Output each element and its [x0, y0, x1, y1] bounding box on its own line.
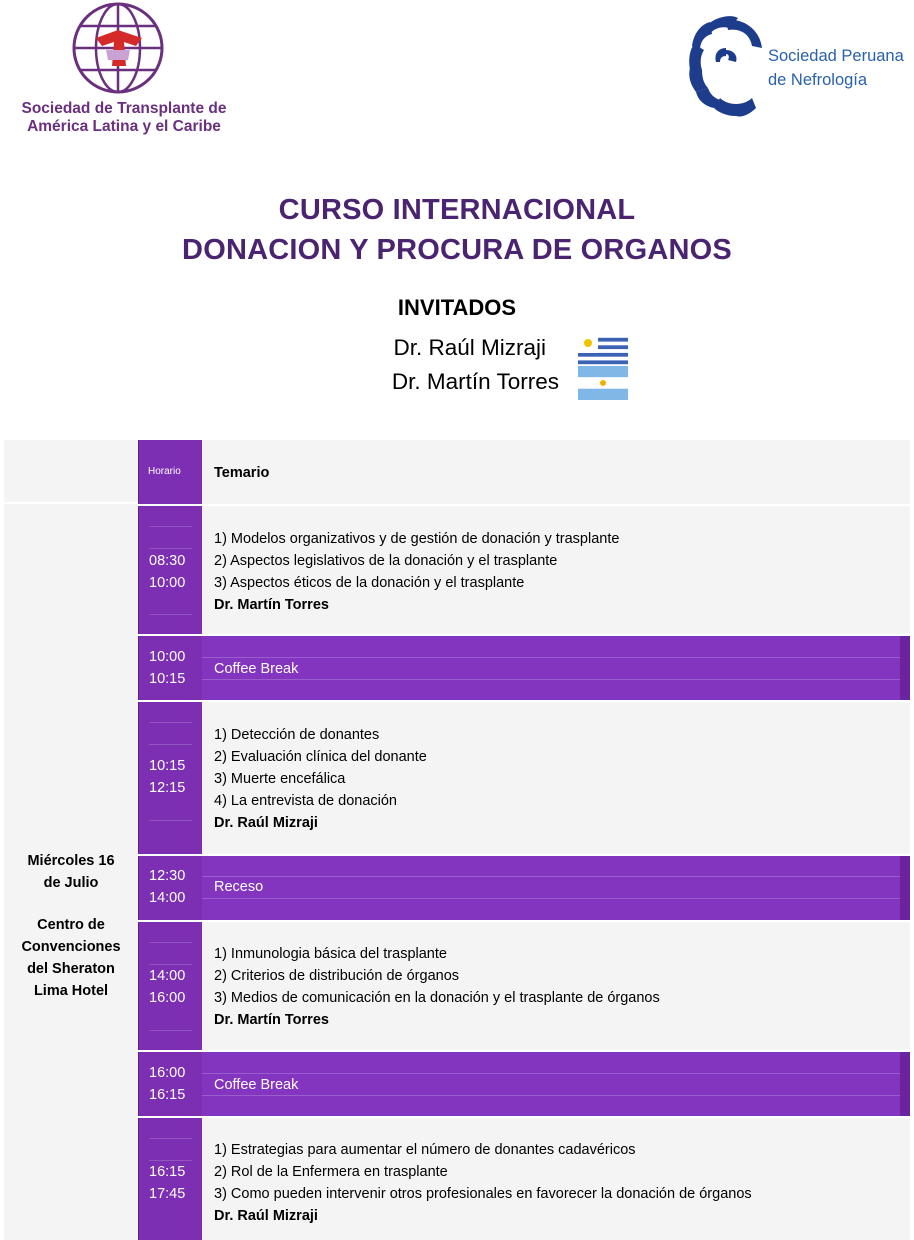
end-time: 10:00	[149, 575, 186, 591]
stalyc-logo	[0, 0, 250, 140]
topic-item: 3) Muerte encefálica	[214, 771, 346, 787]
start-time: 16:00	[149, 1065, 186, 1081]
session-time-cell	[138, 1118, 202, 1240]
venue-line: Convenciones	[21, 939, 121, 955]
break-label-cell	[202, 636, 910, 700]
course-title	[0, 190, 914, 270]
session-row	[138, 922, 910, 1050]
break-label: Coffee Break	[214, 1077, 299, 1093]
session-topics	[202, 1118, 910, 1240]
topic-item: 1) Estrategias para aumentar el número de donantes cadavéricos	[214, 1142, 636, 1158]
break-row	[138, 1052, 910, 1116]
start-time: 10:15	[149, 758, 186, 774]
break-time-cell	[138, 856, 202, 920]
break-row	[138, 636, 910, 700]
session-row	[138, 702, 910, 854]
right-org-line1: Sociedad Peruana	[768, 47, 904, 65]
session-topics	[202, 922, 910, 1050]
venue-line: del Sheraton	[27, 961, 115, 977]
break-time-cell	[138, 636, 202, 700]
speaker-name: Dr. Raúl Mizraji	[214, 1208, 318, 1224]
topic-item: 2) Criterios de distribución de órganos	[214, 968, 460, 984]
header-topic-label: Temario	[214, 465, 270, 481]
topic-item: 2) Rol de la Enfermera en trasplante	[214, 1164, 448, 1180]
start-time: 14:00	[149, 968, 186, 984]
day-info	[4, 850, 138, 1002]
session-row	[138, 506, 910, 634]
start-time: 10:00	[149, 649, 186, 665]
header-time-label: Horario	[148, 466, 181, 477]
header-blank-cell	[4, 440, 138, 502]
right-org-line2: de Nefrología	[768, 71, 868, 89]
topic-item: 2) Evaluación clínica del donante	[214, 749, 427, 765]
topic-item: 3) Como pueden intervenir otros profesionales en favorecer la donación de órganos	[214, 1186, 752, 1202]
left-org-name: Sociedad de Transplante de América Latina y el Caribe	[21, 100, 227, 135]
topic-item: 3) Aspectos éticos de la donación y el trasplante	[214, 575, 525, 591]
session-row	[138, 1118, 910, 1240]
break-label-cell	[202, 856, 910, 920]
topic-item: 1) Inmunologia básica del trasplante	[214, 946, 447, 962]
table-header-row	[138, 440, 910, 504]
topic-item: 4) La entrevista de donación	[214, 793, 397, 809]
session-time-cell	[138, 922, 202, 1050]
end-time: 14:00	[149, 890, 186, 906]
break-label: Coffee Break	[214, 661, 299, 677]
day-label: Miércoles 16	[27, 853, 115, 869]
end-time: 17:45	[149, 1186, 186, 1202]
break-label: Receso	[214, 879, 264, 895]
day-venue-cell	[4, 504, 138, 1240]
guest-name: Dr. Raúl Mizraji	[393, 335, 546, 360]
session-topics	[202, 506, 910, 634]
session-time-cell	[138, 506, 202, 634]
speaker-name: Dr. Martín Torres	[214, 1012, 329, 1028]
topic-item: 1) Detección de donantes	[214, 727, 380, 743]
spn-logo	[686, 12, 914, 132]
month-label: de Julio	[43, 875, 99, 891]
venue-line: Centro de	[37, 917, 105, 933]
topic-item: 2) Aspectos legislativos de la donación y el trasplante	[214, 553, 558, 569]
end-time: 16:15	[149, 1087, 186, 1103]
course-title-line2: DONACION Y PROCURA DE ORGANOS	[182, 234, 732, 266]
start-time: 16:15	[149, 1164, 186, 1180]
topic-item: 1) Modelos organizativos y de gestión de donación y trasplante	[214, 531, 620, 547]
topic-item: 3) Medios de comunicación en la donación y el trasplante de órganos	[214, 990, 660, 1006]
break-row	[138, 856, 910, 920]
venue-line: Lima Hotel	[33, 983, 109, 999]
end-time: 10:15	[149, 671, 186, 687]
guests-heading: INVITADOS	[397, 295, 517, 320]
nephrology-spiral-icon	[686, 12, 766, 128]
start-time: 12:30	[149, 868, 186, 884]
end-time: 12:15	[149, 780, 186, 796]
speaker-name: Dr. Raúl Mizraji	[214, 815, 318, 831]
end-time: 16:00	[149, 990, 186, 1006]
argentina-flag-icon	[578, 366, 628, 400]
right-org-name	[768, 44, 914, 92]
guest-name: Dr. Martín Torres	[391, 369, 559, 394]
break-time-cell	[138, 1052, 202, 1116]
header-topic-cell	[202, 440, 910, 504]
start-time: 08:30	[149, 553, 186, 569]
uruguay-flag-icon	[578, 334, 628, 368]
break-label-cell	[202, 1052, 910, 1116]
course-title-line1: CURSO INTERNACIONAL	[278, 194, 636, 226]
speaker-name: Dr. Martín Torres	[214, 597, 329, 613]
globe-logo-icon	[66, 2, 170, 98]
header-time-cell	[138, 440, 202, 504]
session-time-cell	[138, 702, 202, 854]
session-topics	[202, 702, 910, 854]
